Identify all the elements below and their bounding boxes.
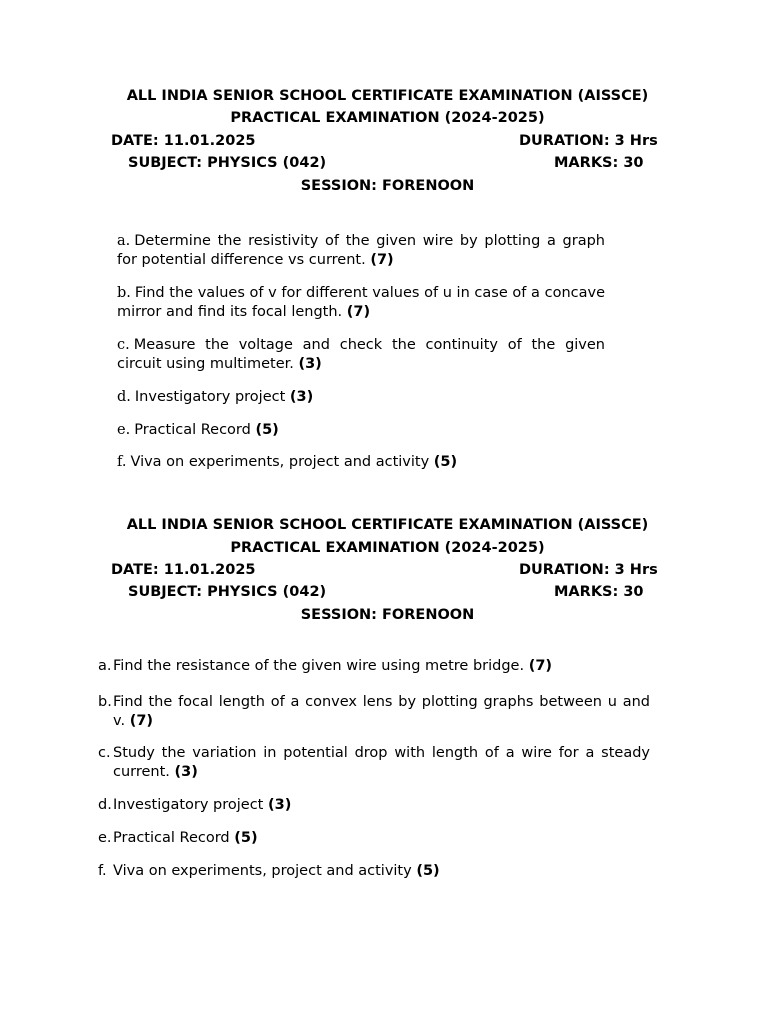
- question-letter: b.: [117, 285, 131, 301]
- question-item: [98, 862, 650, 881]
- question-letter: e.: [117, 422, 131, 438]
- question-text: Find the resistance of the given wire using metre bridge.: [113, 658, 525, 674]
- question-marks: (3): [174, 764, 198, 780]
- question-text: Measure the voltage and check the continuity of the given circuit using multimeter.: [117, 337, 605, 372]
- question-text: Practical Record: [134, 422, 251, 438]
- question-marks: (3): [289, 389, 314, 405]
- question-marks: (5): [234, 830, 258, 846]
- exam-marks: MARKS: 30: [554, 155, 644, 171]
- question-text: Determine the resistivity of the given wire by plotting a graph for potential difference vs current.: [117, 233, 605, 268]
- exam-session: SESSION: FORENOON: [300, 178, 475, 194]
- question-letter: f.: [98, 863, 107, 879]
- question-marks: (5): [433, 454, 458, 470]
- question-item: [117, 284, 605, 322]
- exam-session: SESSION: FORENOON: [300, 607, 475, 623]
- question-letter: e.: [98, 830, 112, 846]
- exam-subtitle: PRACTICAL EXAMINATION (2024-2025): [230, 540, 545, 556]
- question-marks: (3): [267, 797, 292, 813]
- question-item: [117, 336, 605, 374]
- exam-subtitle: PRACTICAL EXAMINATION (2024-2025): [230, 110, 545, 126]
- question-item: [98, 796, 650, 815]
- exam-title: ALL INDIA SENIOR SCHOOL CERTIFICATE EXAMINATION (AISSCE): [126, 517, 649, 533]
- exam-title: ALL INDIA SENIOR SCHOOL CERTIFICATE EXAMINATION (AISSCE): [126, 88, 649, 104]
- question-text: Viva on experiments, project and activity: [113, 863, 412, 879]
- question-marks: (7): [129, 713, 154, 729]
- question-item: [98, 744, 650, 782]
- question-item: [117, 388, 605, 407]
- question-text: Investigatory project: [113, 797, 264, 813]
- question-marks: (7): [528, 658, 553, 674]
- question-text: Practical Record: [113, 830, 230, 846]
- exam-date: DATE: 11.01.2025: [111, 133, 256, 149]
- question-letter: c.: [117, 337, 130, 353]
- question-text: Find the values of v for different values of u in case of a concave mirror and find its focal length.: [117, 285, 605, 320]
- question-item: [98, 693, 650, 731]
- question-letter: d.: [98, 797, 112, 813]
- question-letter: b.: [98, 694, 112, 710]
- exam-date: DATE: 11.01.2025: [111, 562, 256, 578]
- question-item: [98, 829, 650, 848]
- question-marks: (3): [298, 356, 322, 372]
- question-letter: c.: [98, 745, 111, 761]
- question-item: [117, 232, 605, 270]
- exam-duration: DURATION: 3 Hrs: [519, 562, 658, 578]
- question-marks: (5): [416, 863, 440, 879]
- question-marks: (7): [346, 304, 371, 320]
- exam-subject: SUBJECT: PHYSICS (042): [128, 584, 327, 600]
- exam-marks: MARKS: 30: [554, 584, 644, 600]
- question-letter: f.: [117, 454, 127, 470]
- question-text: Find the focal length of a convex lens by plotting graphs between u and v.: [113, 694, 650, 729]
- question-item: [117, 453, 605, 472]
- question-marks: (7): [370, 252, 394, 268]
- question-text: Investigatory project: [134, 389, 286, 405]
- question-marks: (5): [255, 422, 279, 438]
- question-text: Viva on experiments, project and activity: [130, 454, 430, 470]
- question-text: Study the variation in potential drop with length of a wire for a steady current.: [113, 745, 650, 780]
- question-letter: a.: [98, 658, 112, 674]
- question-item: [98, 657, 650, 676]
- exam-subject: SUBJECT: PHYSICS (042): [128, 155, 327, 171]
- question-letter: d.: [117, 389, 131, 405]
- question-letter: a.: [117, 233, 131, 249]
- exam-duration: DURATION: 3 Hrs: [519, 133, 658, 149]
- question-item: [117, 421, 605, 440]
